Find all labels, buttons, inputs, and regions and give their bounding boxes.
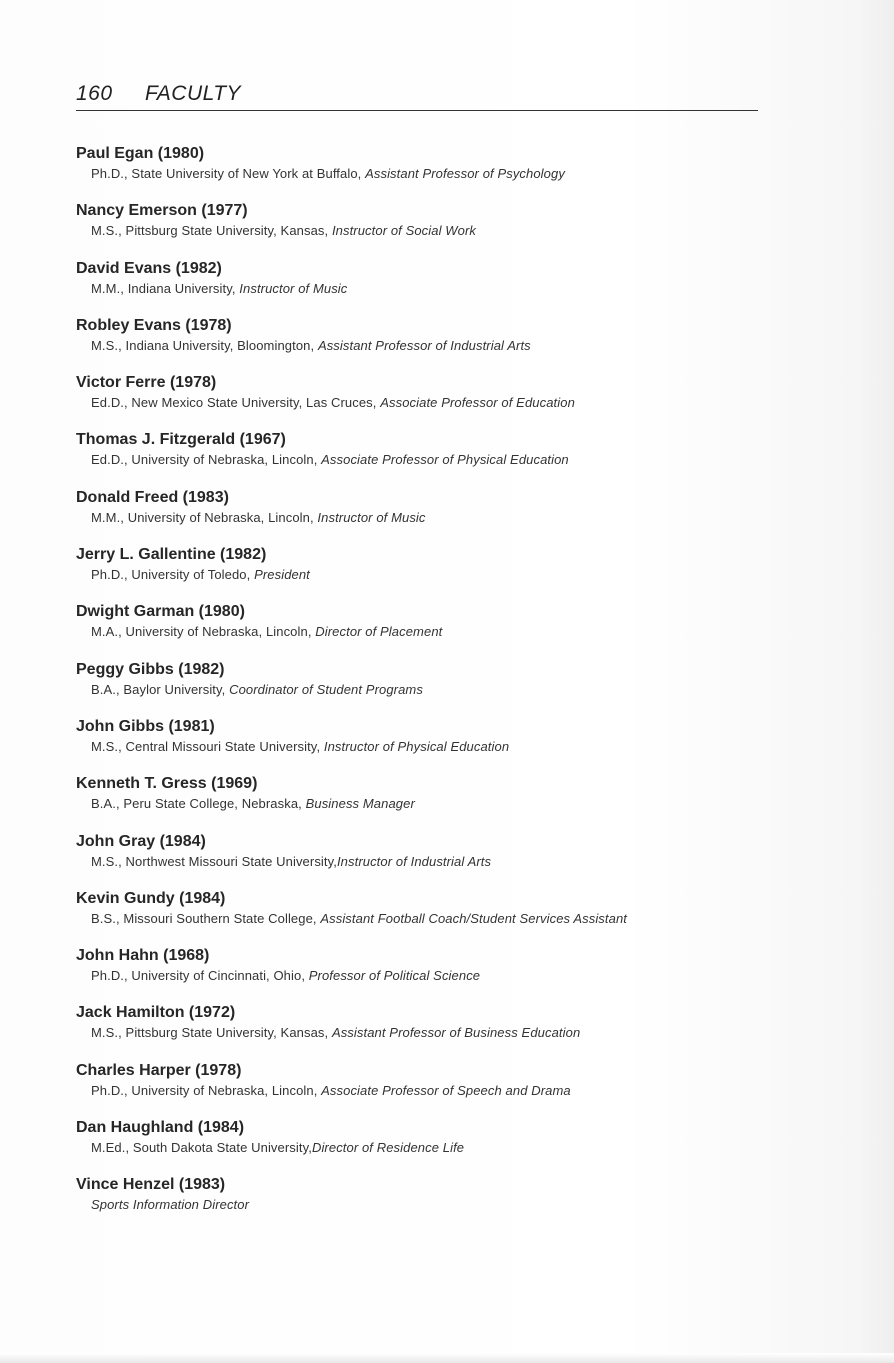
faculty-title: Director of Placement [315, 624, 443, 640]
faculty-list [76, 145, 776, 1234]
faculty-entry [76, 661, 776, 718]
faculty-entry [76, 546, 776, 603]
faculty-name: Jerry L. Gallentine (1982) [76, 546, 267, 564]
faculty-credentials: Ph.D., State University of New York at Buffalo, [91, 166, 366, 181]
faculty-detail [91, 739, 509, 754]
faculty-title: Coordinator of Student Programs [229, 681, 423, 697]
faculty-detail [91, 166, 565, 181]
faculty-title: Associate Professor of Speech and Drama [321, 1082, 571, 1098]
faculty-detail [91, 1140, 464, 1155]
faculty-detail [91, 567, 310, 582]
faculty-credentials: B.S., Missouri Southern State College, [91, 910, 321, 926]
faculty-title: Assistant Professor of Industrial Arts [317, 337, 531, 353]
page-number: 160 [76, 82, 113, 105]
faculty-entry [76, 202, 776, 259]
faculty-credentials: M.S., Pittsburg State University, Kansas, [91, 1025, 332, 1041]
faculty-credentials: Ed.D., New Mexico State University, Las Cruces, [91, 395, 381, 411]
faculty-credentials: Ph.D., University of Nebraska, Lincoln, [91, 1082, 322, 1098]
faculty-detail [91, 854, 491, 869]
faculty-name: Victor Ferre (1978) [76, 374, 217, 392]
faculty-credentials: M.S., Northwest Missouri State University, [91, 853, 337, 869]
faculty-name: Kevin Gundy (1984) [76, 889, 226, 907]
faculty-entry [76, 718, 776, 775]
faculty-title: Associate Professor of Physical Education [321, 452, 569, 468]
faculty-title: Instructor of Industrial Arts [336, 853, 492, 869]
faculty-credentials: M.S., Indiana University, Bloomington, [91, 337, 318, 353]
faculty-entry [76, 1176, 776, 1233]
faculty-title: Director of Residence Life [311, 1140, 465, 1156]
faculty-detail [91, 510, 426, 525]
page-bottom-edge [0, 1353, 894, 1363]
faculty-detail [91, 624, 442, 639]
faculty-detail [91, 968, 480, 983]
faculty-entry [76, 775, 776, 832]
faculty-name: Donald Freed (1983) [76, 488, 229, 506]
faculty-entry [76, 1062, 776, 1119]
faculty-detail [91, 281, 347, 296]
faculty-name: John Gray (1984) [76, 832, 206, 850]
faculty-detail [91, 1025, 580, 1040]
faculty-entry [76, 374, 776, 431]
faculty-title: Professor of Political Science [308, 968, 481, 984]
faculty-name: Dan Haughland (1984) [76, 1119, 245, 1137]
faculty-credentials: Ph.D., University of Toledo, [91, 567, 255, 583]
faculty-credentials: Ph.D., University of Cincinnati, Ohio, [91, 968, 309, 984]
faculty-name: Charles Harper (1978) [76, 1061, 242, 1079]
faculty-name: Robley Evans (1978) [76, 316, 232, 334]
faculty-credentials: Ed.D., University of Nebraska, Lincoln, [91, 452, 322, 468]
faculty-name: John Hahn (1968) [76, 947, 210, 965]
faculty-entry [76, 145, 776, 202]
faculty-title: Sports Information Director [91, 1197, 250, 1213]
faculty-title: Instructor of Music [239, 280, 348, 296]
faculty-credentials: M.S., Central Missouri State University, [91, 738, 324, 754]
faculty-credentials: B.A., Peru State College, Nebraska, [91, 796, 306, 812]
faculty-credentials: M.Ed., South Dakota State University, [91, 1140, 312, 1156]
faculty-name: John Gibbs (1981) [76, 717, 215, 735]
faculty-title: Assistant Professor of Business Education [331, 1025, 581, 1041]
faculty-title: President [254, 567, 310, 583]
faculty-credentials: M.A., University of Nebraska, Lincoln, [91, 624, 316, 640]
faculty-detail [91, 682, 423, 697]
faculty-detail [91, 796, 415, 811]
faculty-title: Assistant Professor of Psychology [365, 166, 565, 181]
section-title: FACULTY [145, 82, 242, 105]
faculty-entry [76, 603, 776, 660]
faculty-entry [76, 317, 776, 374]
faculty-detail [91, 395, 575, 410]
faculty-title: Associate Professor of Education [380, 395, 575, 411]
faculty-detail [91, 911, 627, 926]
faculty-entry [76, 947, 776, 1004]
faculty-detail [91, 1197, 249, 1212]
faculty-title: Business Manager [305, 796, 415, 812]
faculty-title: Instructor of Social Work [331, 223, 477, 239]
faculty-credentials: M.M., Indiana University, [91, 280, 240, 296]
faculty-entry [76, 833, 776, 890]
faculty-name: Nancy Emerson (1977) [76, 202, 248, 220]
faculty-title: Assistant Football Coach/Student Services Assistant [320, 910, 627, 926]
faculty-name: David Evans (1982) [76, 259, 222, 277]
faculty-detail [91, 1083, 571, 1098]
faculty-name: Vince Henzel (1983) [76, 1176, 226, 1194]
page-header [76, 80, 758, 111]
faculty-entry [76, 1004, 776, 1061]
faculty-name: Kenneth T. Gress (1969) [76, 775, 258, 793]
faculty-credentials: B.A., Baylor University, [91, 681, 230, 697]
faculty-name: Paul Egan (1980) [76, 145, 205, 162]
faculty-name: Dwight Garman (1980) [76, 603, 245, 621]
faculty-name: Peggy Gibbs (1982) [76, 660, 225, 678]
faculty-entry [76, 489, 776, 546]
faculty-detail [91, 452, 569, 467]
faculty-name: Thomas J. Fitzgerald (1967) [76, 431, 286, 449]
faculty-title: Instructor of Physical Education [323, 738, 510, 754]
faculty-name: Jack Hamilton (1972) [76, 1004, 236, 1022]
faculty-entry [76, 431, 776, 488]
faculty-entry [76, 260, 776, 317]
faculty-credentials: M.M., University of Nebraska, Lincoln, [91, 509, 318, 525]
faculty-entry [76, 890, 776, 947]
faculty-detail [91, 223, 476, 238]
faculty-title: Instructor of Music [317, 509, 426, 525]
faculty-detail [91, 338, 531, 353]
faculty-entry [76, 1119, 776, 1176]
faculty-credentials: M.S., Pittsburg State University, Kansas, [91, 223, 332, 239]
